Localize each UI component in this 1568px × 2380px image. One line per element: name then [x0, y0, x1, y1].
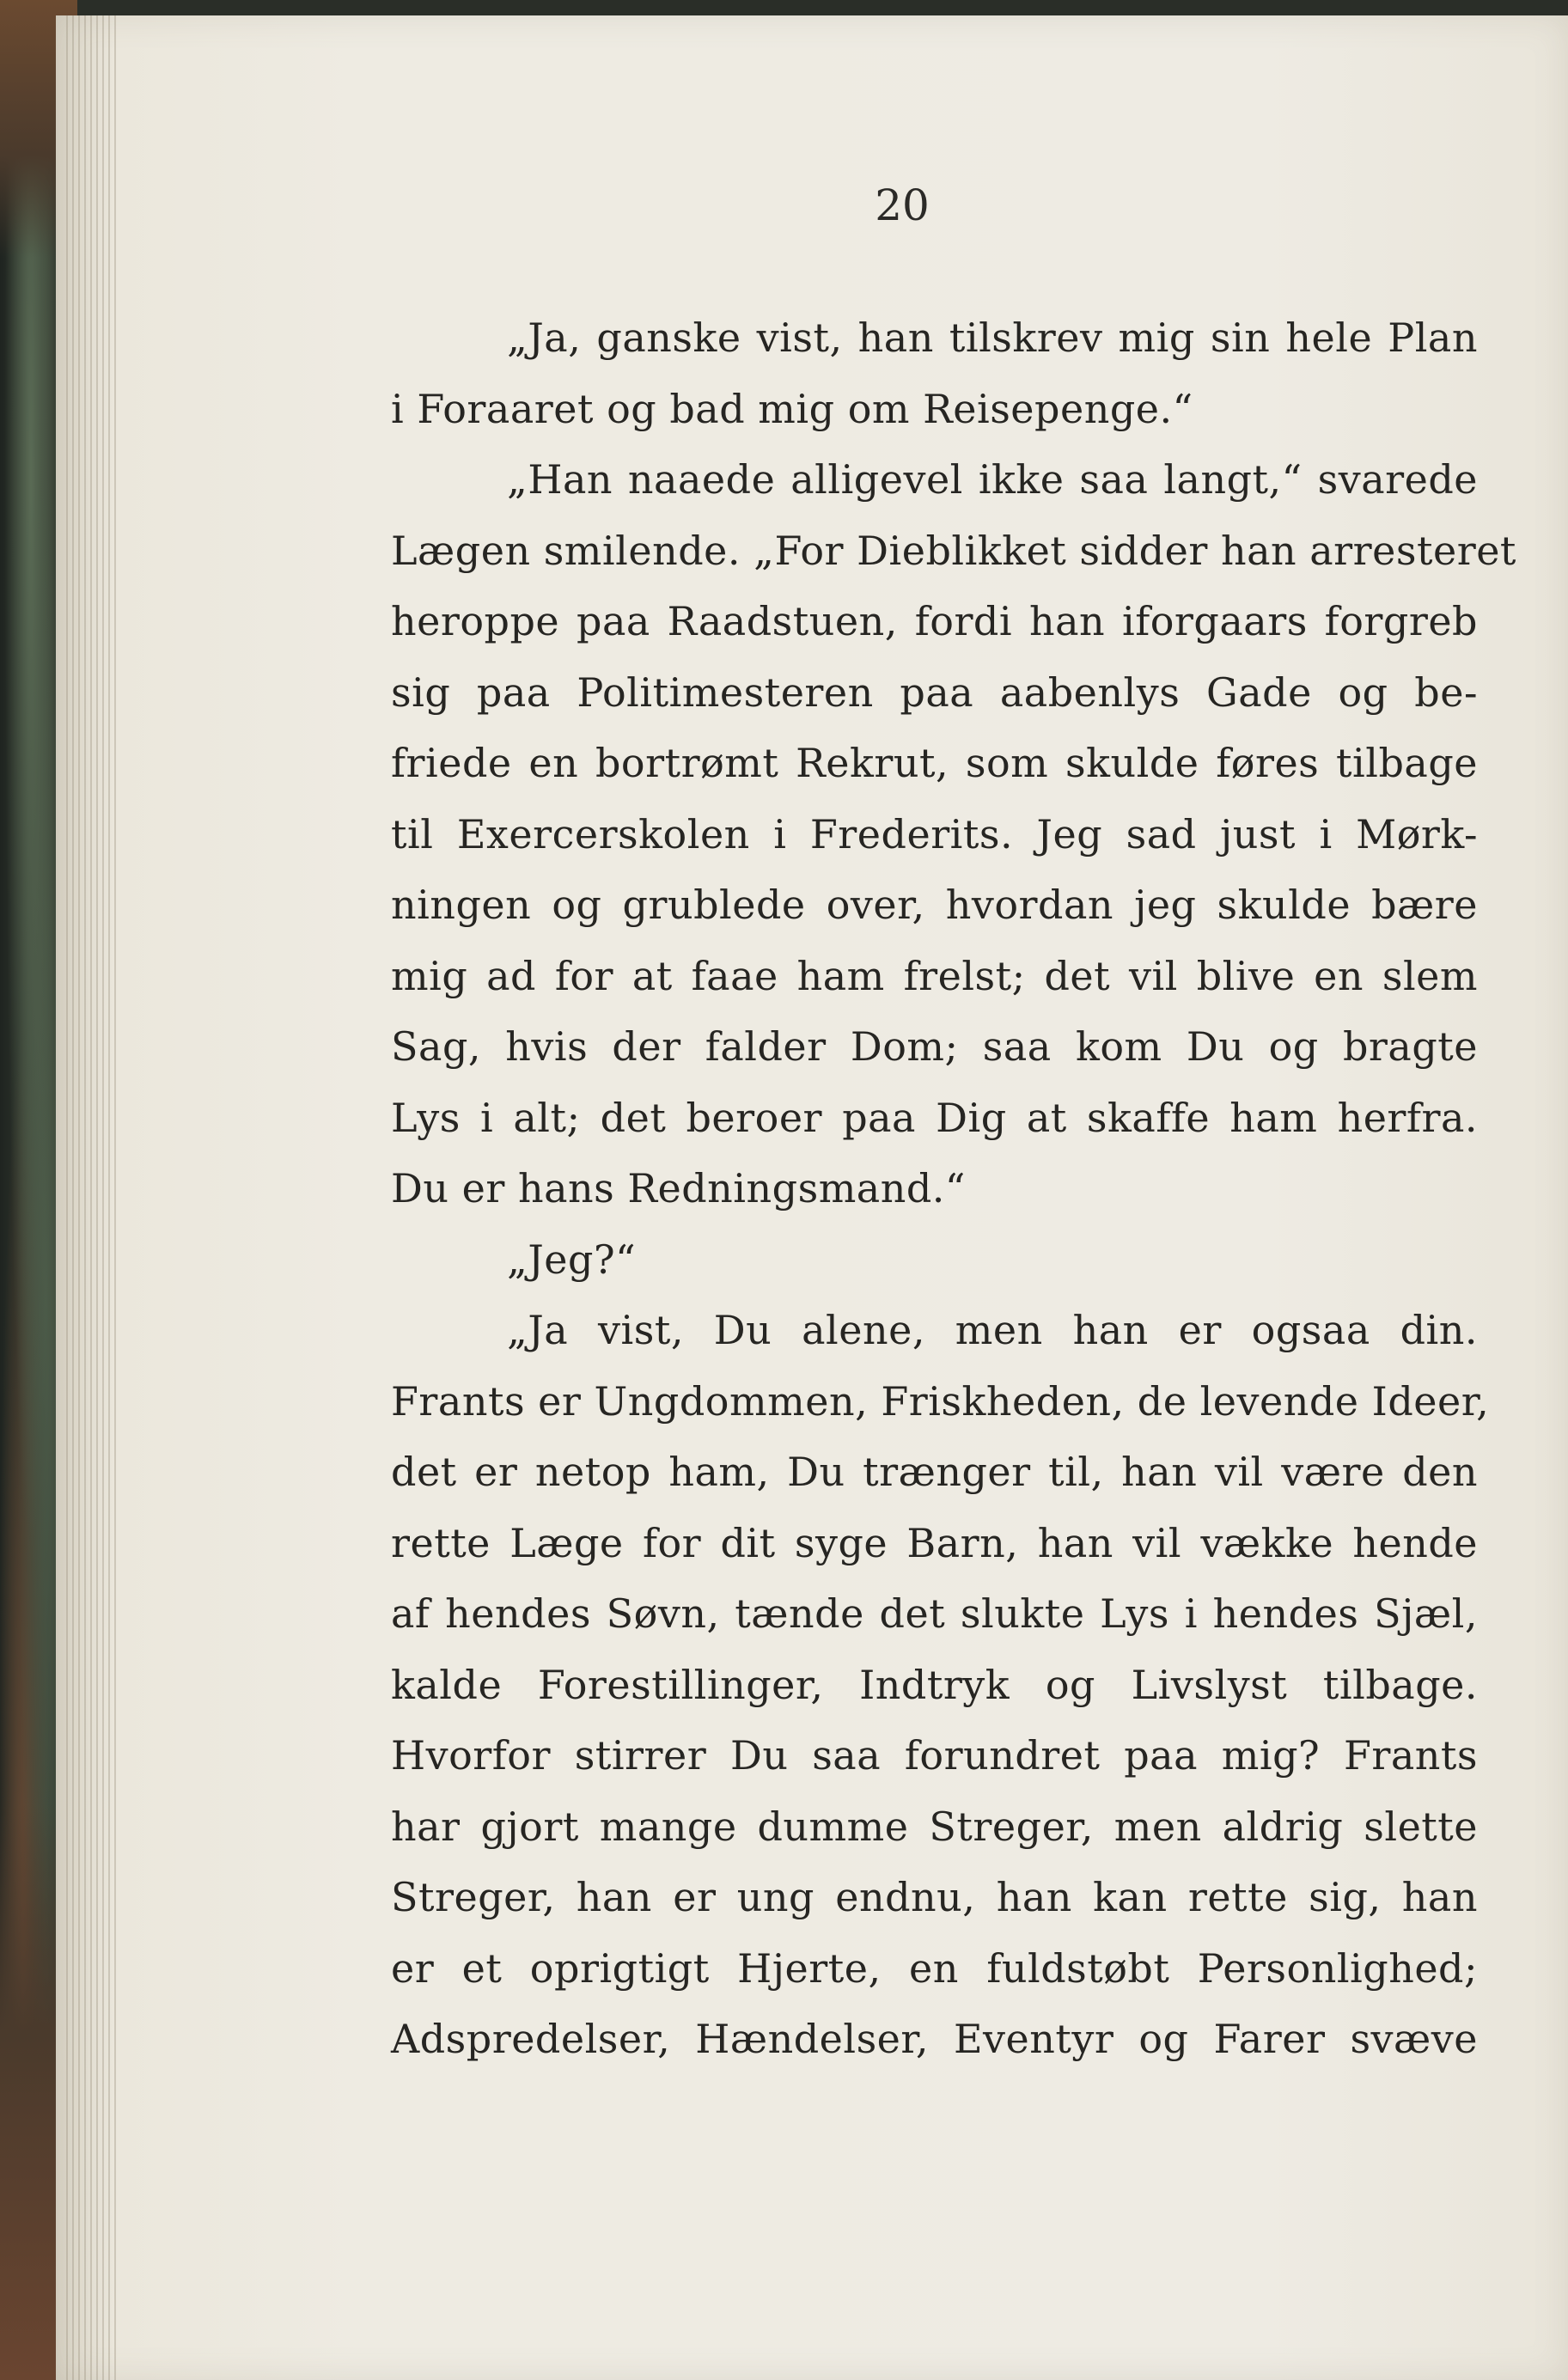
- text-line: „Ja vist, Du alene, men han er ogsaa din.: [507, 1307, 1478, 1353]
- text-line: Sag, hvis der falder Dom; saa kom Du og bragte: [391, 1023, 1478, 1070]
- text-line: „Jeg?“: [507, 1236, 637, 1283]
- text-line: af hendes Søvn, tænde det slukte Lys i hendes Sjæl,: [391, 1590, 1478, 1637]
- text-line: rette Læge for dit syge Barn, han vil vække hende: [391, 1519, 1478, 1566]
- text-line: det er netop ham, Du trænger til, han vil være den: [391, 1449, 1478, 1495]
- page-number: 20: [875, 180, 930, 230]
- text-line: friede en bortrømt Rekrut, som skulde føres tilbage: [391, 740, 1478, 786]
- text-line: heroppe paa Raadstuen, fordi han iforgaars forgreb: [391, 598, 1478, 644]
- body-text: [391, 302, 1516, 2075]
- text-line: „Ja, ganske vist, han tilskrev mig sin hele Plan: [507, 314, 1478, 361]
- page-gutter: [66, 15, 118, 2380]
- text-line: Lys i alt; det beroer paa Dig at skaffe ham herfra.: [391, 1094, 1478, 1141]
- text-line: Hvorfor stirrer Du saa forundret paa mig? Frants: [391, 1732, 1478, 1779]
- text-line: Frants er Ungdommen, Friskheden, de levende Ideer,: [391, 1377, 1490, 1425]
- text-line: Du er hans Redningsmand.“: [391, 1165, 966, 1211]
- text-line: kalde Forestillinger, Indtryk og Livslyst tilbage.: [391, 1661, 1478, 1708]
- text-line: er et oprigtigt Hjerte, en fuldstøbt Personlighed;: [391, 1944, 1478, 1992]
- text-line: ningen og grublede over, hvordan jeg skulde bære: [391, 882, 1478, 928]
- text-line: til Exercerskolen i Frederits. Jeg sad just i Mørk-: [391, 810, 1478, 857]
- text-line: „Han naaede alligevel ikke saa langt,“ svarede: [507, 456, 1478, 503]
- text-line: Adspredelser, Hændelser, Eventyr og Farer svæve: [391, 2016, 1478, 2062]
- text-line: har gjort mange dumme Streger, men aldrig slette: [391, 1803, 1478, 1850]
- text-line: mig ad for at faae ham frelst; det vil blive en slem: [391, 952, 1478, 999]
- text-line: i Foraaret og bad mig om Reisepenge.“: [391, 385, 1193, 432]
- text-line: Lægen smilende. „For Dieblikket sidder han arresteret: [391, 527, 1516, 574]
- text-line: sig paa Politimesteren paa aabenlys Gade og be-: [391, 668, 1478, 716]
- text-line: Streger, han er ung endnu, han kan rette sig, han: [391, 1874, 1478, 1920]
